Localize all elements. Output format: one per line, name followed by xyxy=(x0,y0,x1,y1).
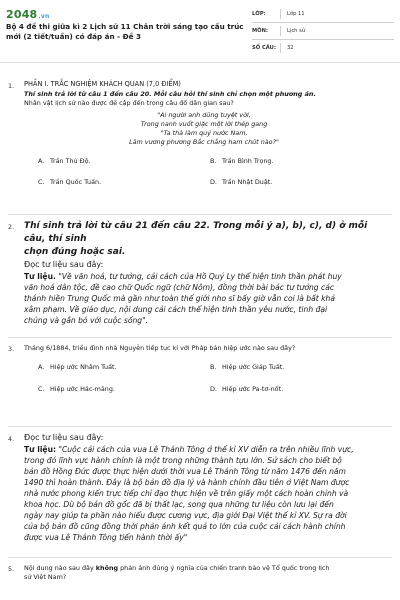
instruction: Thí sinh trả lời từ câu 1 đến câu 20. Mỗi câu hỏi thí sinh chỉ chọn một phương án. xyxy=(24,90,316,98)
question-number: 5. xyxy=(8,565,15,573)
source-text: khoa học. Dù bộ bản đồ gốc đã bị thất lạc, song qua những tư liệu còn lưu lại đến xyxy=(24,499,334,509)
source-text: của bộ bản đồ cũng đồng thời phản ánh kết quả to lớn của cuộc cải cách hành chính xyxy=(24,521,346,531)
source-text: 1490 thì hoàn thành. Đây là bộ bản đồ địa lý và hành chính đầu tiên ở Việt Nam được xyxy=(24,477,350,487)
source-text: nhà nước phong kiến trực tiếp chỉ đạo thực hiện về trên giấy một cách hoàn chỉnh và xyxy=(24,488,349,498)
meta-row-subject xyxy=(252,23,394,40)
divider xyxy=(8,337,392,338)
poem-line: "Ta thà làm quỷ nước Nam, xyxy=(160,129,248,137)
meta-value: 32 xyxy=(280,43,394,53)
poem-line: Trong nanh vuốt giặc một lời thép gang xyxy=(140,120,268,128)
meta-label: LỚP: xyxy=(252,11,266,17)
source-text: thánh hiền Trung Quốc mà gần như toàn thế giới nho sĩ bấy giờ vẫn coi là bất khả xyxy=(24,293,336,303)
logo-main: 2048 xyxy=(6,8,38,21)
answer-option[interactable]: B. Hiệp ước Giáp Tuất. xyxy=(210,363,285,371)
source-text: xâm phạm. Về giáo dục, nội dung cải cách thể hiện tinh thần yêu nước, tinh đại xyxy=(24,304,328,314)
options-row xyxy=(24,178,384,190)
answer-option[interactable]: A. Hiệp ước Nhâm Tuất. xyxy=(38,363,117,371)
source-text: Tư liệu. "Về văn hoá, tư tưởng, cải cách của Hồ Quý Ly thể hiện tinh thần phát huy xyxy=(24,271,342,281)
meta-label: SỐ CÂU: xyxy=(252,45,276,51)
source-text: chúng và gắn bó với cuộc sống". xyxy=(24,315,149,325)
question-prompt: Nội dung nào sau đây không phản ánh đúng ý nghĩa của chiến tranh bảo vệ Tổ quốc trong lịch xyxy=(24,564,330,572)
answer-option[interactable]: A. Trần Thủ Độ. xyxy=(38,157,91,165)
question-number: 2. xyxy=(8,223,15,231)
answer-option[interactable]: D. Hiệp ước Pa-tơ-nốt. xyxy=(210,385,284,393)
answer-option[interactable]: B. Trần Bình Trọng. xyxy=(210,157,274,165)
answer-option[interactable]: D. Trần Nhật Duật. xyxy=(210,178,273,186)
site-logo[interactable] xyxy=(6,8,49,21)
question-number: 4. xyxy=(8,435,15,443)
document-title: Bộ 4 đề thi giữa kì 2 Lịch sử 11 Chân trời sáng tạo cấu trúc mới (2 tiết/tuần) có đáp án - Đề 3 xyxy=(6,22,244,41)
source-text: bản đồ Hồng Đức được thực hiện dưới thời vua Lê Thánh Tông từ năm 1476 đến năm xyxy=(24,466,346,476)
poem-line: Lăm vương phương Bắc chẳng ham chút nào?" xyxy=(129,138,279,146)
question-number: 3. xyxy=(8,345,15,353)
meta-row-class xyxy=(252,6,394,23)
meta-label: MÔN: xyxy=(252,28,268,34)
meta-row-count xyxy=(252,40,394,56)
question-prompt: Nhân vật lịch sử nào được đề cập đến trong câu đố dân gian sau? xyxy=(24,99,234,107)
document-meta-table xyxy=(252,6,394,56)
source-text: ngày nay giúp ta phần nào hiểu được cương vực, địa giới Đại Việt thế kỉ XV. Sự ra đời xyxy=(24,510,347,520)
poem-line: "Ai người anh dũng tuyệt vời, xyxy=(157,111,251,119)
source-text: được vua Lê Thánh Tông tiến hành thời ấy" xyxy=(24,532,188,542)
divider xyxy=(8,426,392,427)
read-label: Đọc tư liệu sau đây: xyxy=(24,433,104,442)
divider xyxy=(8,214,392,215)
source-label: Tư liệu: xyxy=(24,444,57,454)
section-title: PHẦN I. TRẮC NGHIỆM KHÁCH QUAN (7,0 ĐIỂM) xyxy=(24,80,181,88)
source-label: Tư liệu. xyxy=(24,271,56,281)
divider xyxy=(8,557,392,558)
instruction: chọn đúng hoặc sai. xyxy=(24,247,126,257)
meta-value: Lớp 11 xyxy=(280,9,394,19)
question-prompt: Tháng 6/1884, triều đình nhà Nguyễn tiếp tục kí với Pháp bản hiệp ước nào sau đây? xyxy=(24,344,296,352)
logo-sub: .vn xyxy=(38,13,50,20)
instruction: Thí sinh trả lời từ câu 21 đến câu 22. Trong mỗi ý a), b), c), d) ở mỗi câu, thí sinh xyxy=(24,221,368,244)
question-number: 1. xyxy=(8,82,15,90)
options-row xyxy=(24,363,384,375)
options-row xyxy=(24,385,384,397)
source-text: trong đó lĩnh vực hành chính là một trong những thành tựu lớn. Sử sách cho biết bộ xyxy=(24,455,342,465)
source-text: Tư liệu: "Cuộc cải cách của vua Lê Thánh Tông ở thế kỉ XV diễn ra trên nhiều lĩnh vực, xyxy=(24,444,354,454)
read-label: Đọc tư liệu sau đây: xyxy=(24,260,104,269)
page-header xyxy=(0,0,400,63)
answer-option[interactable]: C. Trần Quốc Tuấn. xyxy=(38,178,102,186)
answer-option[interactable]: C. Hiệp ước Hác-măng. xyxy=(38,385,115,393)
question-prompt: sử Việt Nam? xyxy=(24,573,67,581)
meta-value: Lịch sử xyxy=(280,26,394,36)
options-row xyxy=(24,157,384,169)
source-text: văn hoá dân tộc, đề cao chữ Quốc ngữ (chữ Nôm), đồng thời bài bác tư tưởng các xyxy=(24,282,335,292)
